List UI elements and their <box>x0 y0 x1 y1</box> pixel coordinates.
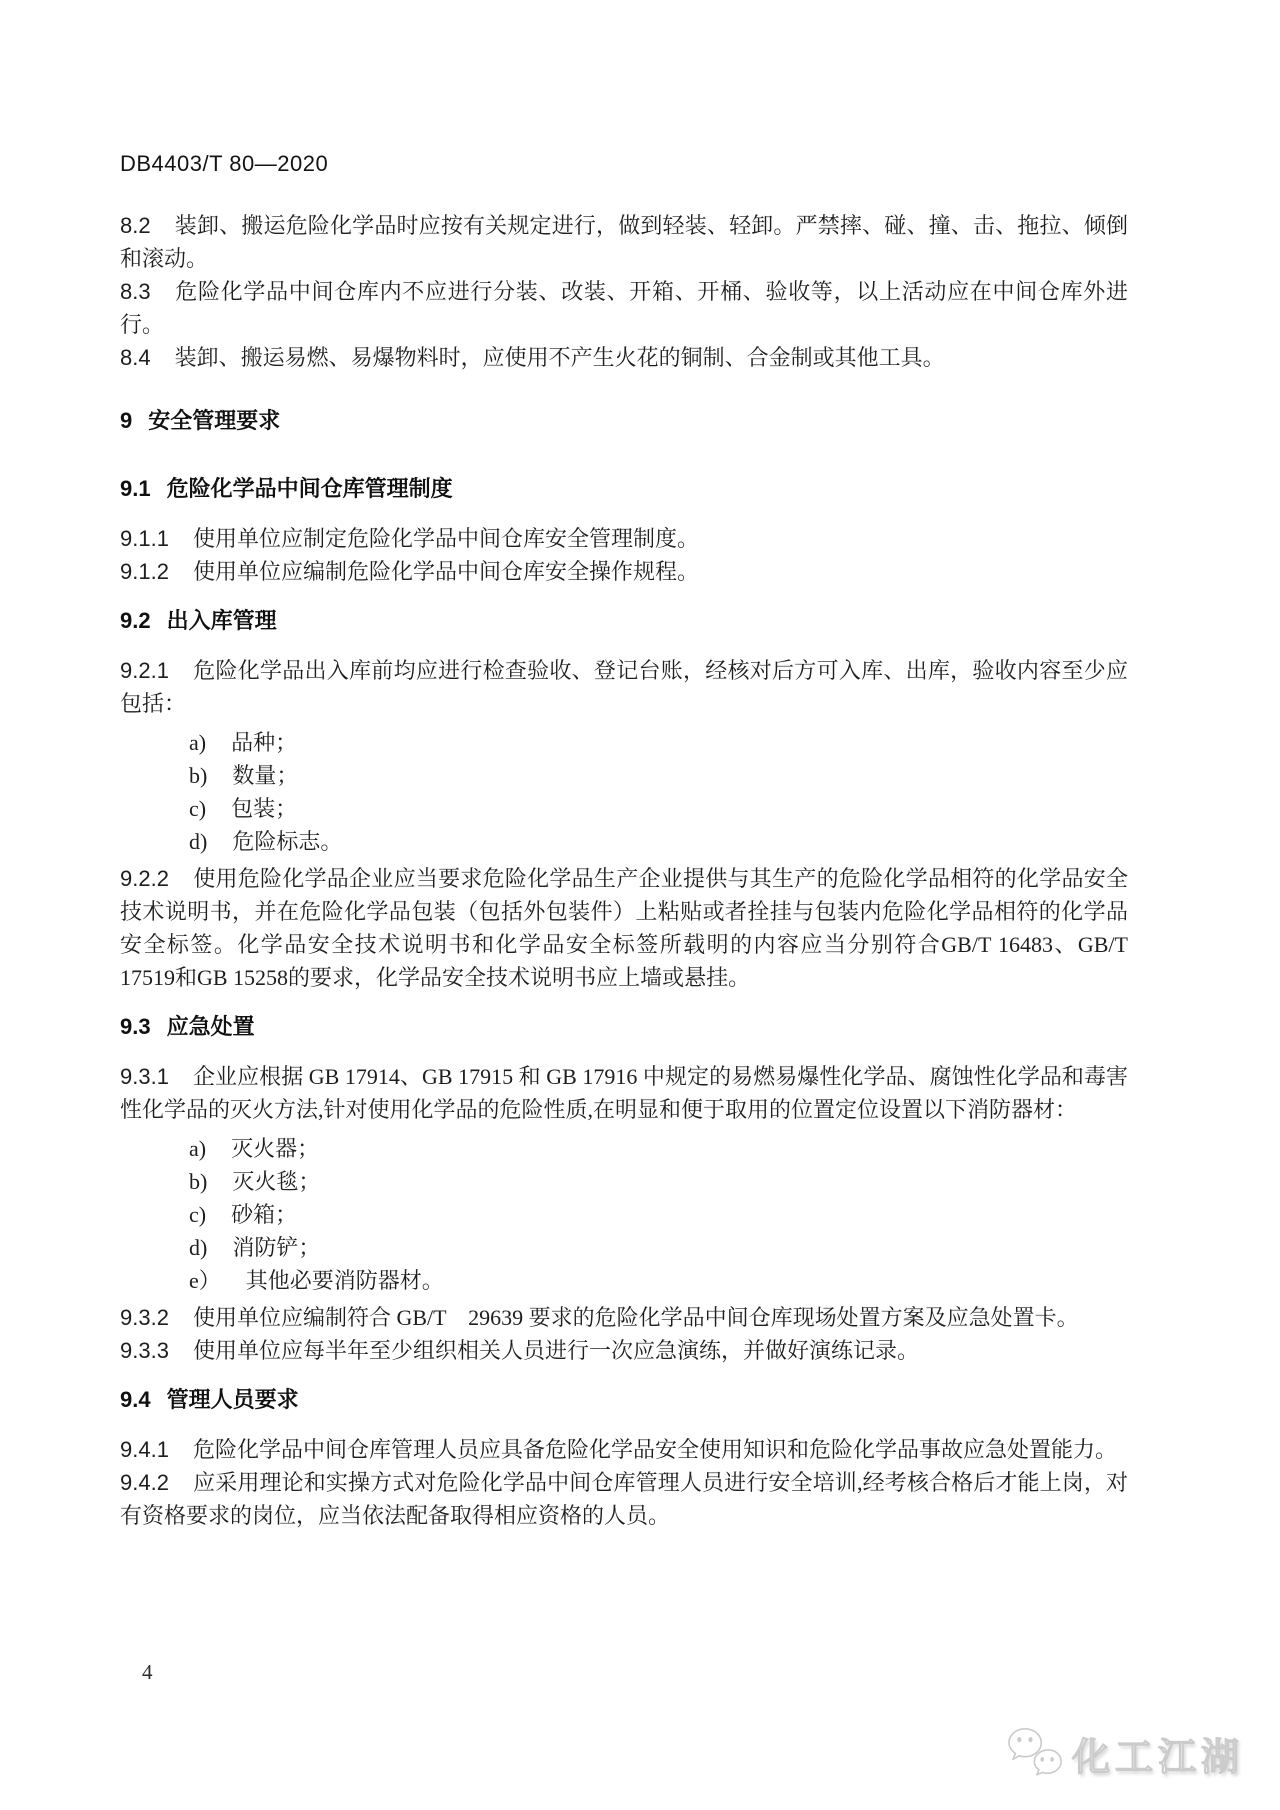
clause-text: 应采用理论和实操方式对危险化学品中间仓库管理人员进行安全培训,经考核合格后才能上岗，对有资格要求的岗位，应当依法配备取得相应资格的人员。 <box>120 1470 1128 1528</box>
clause-text: 使用单位应编制符合 GB/T 29639 要求的危险化学品中间仓库现场处置方案及应急处置卡。 <box>192 1305 1079 1330</box>
clause-text: 危险化学品出入库前均应进行检查验收、登记台账，经核对后方可入库、出库，验收内容至少应包括： <box>120 658 1128 716</box>
clause-text: 危险化学品中间仓库内不应进行分装、改装、开箱、开桶、验收等，以上活动应在中间仓库外进行。 <box>120 279 1128 337</box>
list-item <box>120 1198 1128 1231</box>
clause-number: 9.2.1 <box>120 658 169 683</box>
clause-text: 使用单位应每半年至少组织相关人员进行一次应急演练，并做好演练记录。 <box>192 1338 919 1363</box>
list-item-text: 品种； <box>231 730 298 755</box>
wechat-chat-bubbles-icon <box>1006 1727 1064 1781</box>
list-marker: c) <box>189 796 207 821</box>
list-item <box>120 1264 1128 1297</box>
clause-text: 使用单位应编制危险化学品中间仓库安全操作规程。 <box>192 559 699 584</box>
list-item-text: 灭火器； <box>231 1136 320 1161</box>
clause-9-3-2 <box>120 1301 1128 1334</box>
clause-number: 9.1.1 <box>120 526 169 551</box>
heading-number: 9.4 <box>120 1387 151 1412</box>
clause-9-4-2 <box>120 1466 1128 1532</box>
list-item-text: 消防铲； <box>232 1235 321 1260</box>
clause-8-2 <box>120 209 1128 275</box>
list-marker: d) <box>189 829 208 854</box>
list-item <box>120 1165 1128 1198</box>
list-item <box>120 726 1128 759</box>
clause-9-1-2 <box>120 555 1128 588</box>
clause-text: 使用单位应制定危险化学品中间仓库安全管理制度。 <box>192 526 699 551</box>
watermark-label: 化工江湖 <box>1071 1737 1244 1779</box>
watermark <box>1006 1726 1244 1781</box>
heading-text: 管理人员要求 <box>166 1387 299 1412</box>
list-item-text: 危险标志。 <box>232 829 343 854</box>
standard-code: DB4403/T 80—2020 <box>120 151 329 176</box>
heading-number: 9.2 <box>120 608 151 633</box>
list-9-3-1 <box>120 1132 1128 1297</box>
heading-text: 安全管理要求 <box>148 408 281 433</box>
list-item <box>120 825 1128 858</box>
clause-number: 9.1.2 <box>120 559 169 584</box>
clause-text: 装卸、搬运危险化学品时应按有关规定进行，做到轻装、轻卸。严禁摔、碰、撞、击、拖拉、倾倒和滚动。 <box>120 213 1128 271</box>
heading-text: 应急处置 <box>166 1014 255 1039</box>
clause-number: 8.2 <box>120 213 151 238</box>
list-item <box>120 1132 1128 1165</box>
heading-number: 9 <box>120 408 133 433</box>
list-marker: a) <box>189 1136 207 1161</box>
clause-9-3-1 <box>120 1060 1128 1126</box>
page-number: 4 <box>142 1660 153 1684</box>
list-marker: b) <box>189 1169 208 1194</box>
list-item-text: 灭火毯； <box>232 1169 321 1194</box>
list-marker: d) <box>189 1235 208 1260</box>
heading-text: 出入库管理 <box>166 608 277 633</box>
clause-number: 8.4 <box>120 345 151 370</box>
heading-9-3 <box>120 1010 1128 1043</box>
clause-number: 9.2.2 <box>120 866 169 891</box>
clause-number: 8.3 <box>120 279 151 304</box>
clause-8-4 <box>120 341 1128 374</box>
clause-9-4-1 <box>120 1433 1128 1466</box>
list-item <box>120 1231 1128 1264</box>
clause-number: 9.4.1 <box>120 1437 169 1462</box>
clause-text: 装卸、搬运易燃、易爆物料时，应使用不产生火花的铜制、合金制或其他工具。 <box>174 345 945 370</box>
list-item-text: 包装； <box>231 796 298 821</box>
list-marker: e） <box>189 1268 221 1293</box>
clause-8-3 <box>120 275 1128 341</box>
clause-number: 9.3.3 <box>120 1338 169 1363</box>
heading-number: 9.1 <box>120 476 151 501</box>
list-marker: b) <box>189 763 208 788</box>
clause-9-2-1 <box>120 654 1128 720</box>
clause-text: 企业应根据 GB 17914、GB 17915 和 GB 17916 中规定的易燃易爆性化学品、腐蚀性化学品和毒害性化学品的灭火方法,针对使用化学品的危险性质,在明显和便于取用的位置定位设置以下消防器材： <box>120 1064 1128 1122</box>
list-item <box>120 759 1128 792</box>
clause-number: 9.3.2 <box>120 1305 169 1330</box>
clause-number: 9.4.2 <box>120 1470 169 1495</box>
list-item-text: 砂箱； <box>231 1202 298 1227</box>
heading-number: 9.3 <box>120 1014 151 1039</box>
document-header <box>120 151 328 177</box>
heading-text: 危险化学品中间仓库管理制度 <box>166 476 453 501</box>
list-marker: a) <box>189 730 207 755</box>
clause-text: 危险化学品中间仓库管理人员应具备危险化学品安全使用知识和危险化学品事故应急处置能力。 <box>192 1437 1117 1462</box>
list-item-text: 其他必要消防器材。 <box>245 1268 444 1293</box>
document-body <box>120 209 1128 1532</box>
heading-9-2 <box>120 604 1128 637</box>
list-marker: c) <box>189 1202 207 1227</box>
heading-9 <box>120 404 1128 437</box>
clause-number: 9.3.1 <box>120 1064 169 1089</box>
heading-9-1 <box>120 472 1128 505</box>
heading-9-4 <box>120 1383 1128 1416</box>
list-item-text: 数量； <box>232 763 299 788</box>
list-9-2-1 <box>120 726 1128 858</box>
clause-9-2-2 <box>120 862 1128 994</box>
list-item <box>120 792 1128 825</box>
clause-text: 使用危险化学品企业应当要求危险化学品生产企业提供与其生产的危险化学品相符的化学品安全技术说明书，并在危险化学品包装（包括外包装件）上粘贴或者拴挂与包装内危险化学品相符的化学品安全标签。化学品安全技术说明书和化学品安全标签所载明的内容应当分别符合GB/T 16483、GB/T 17519和GB 15258的要求，化学品安全技术说明书应上墙或悬挂。 <box>120 866 1128 990</box>
clause-9-1-1 <box>120 522 1128 555</box>
clause-9-3-3 <box>120 1334 1128 1367</box>
